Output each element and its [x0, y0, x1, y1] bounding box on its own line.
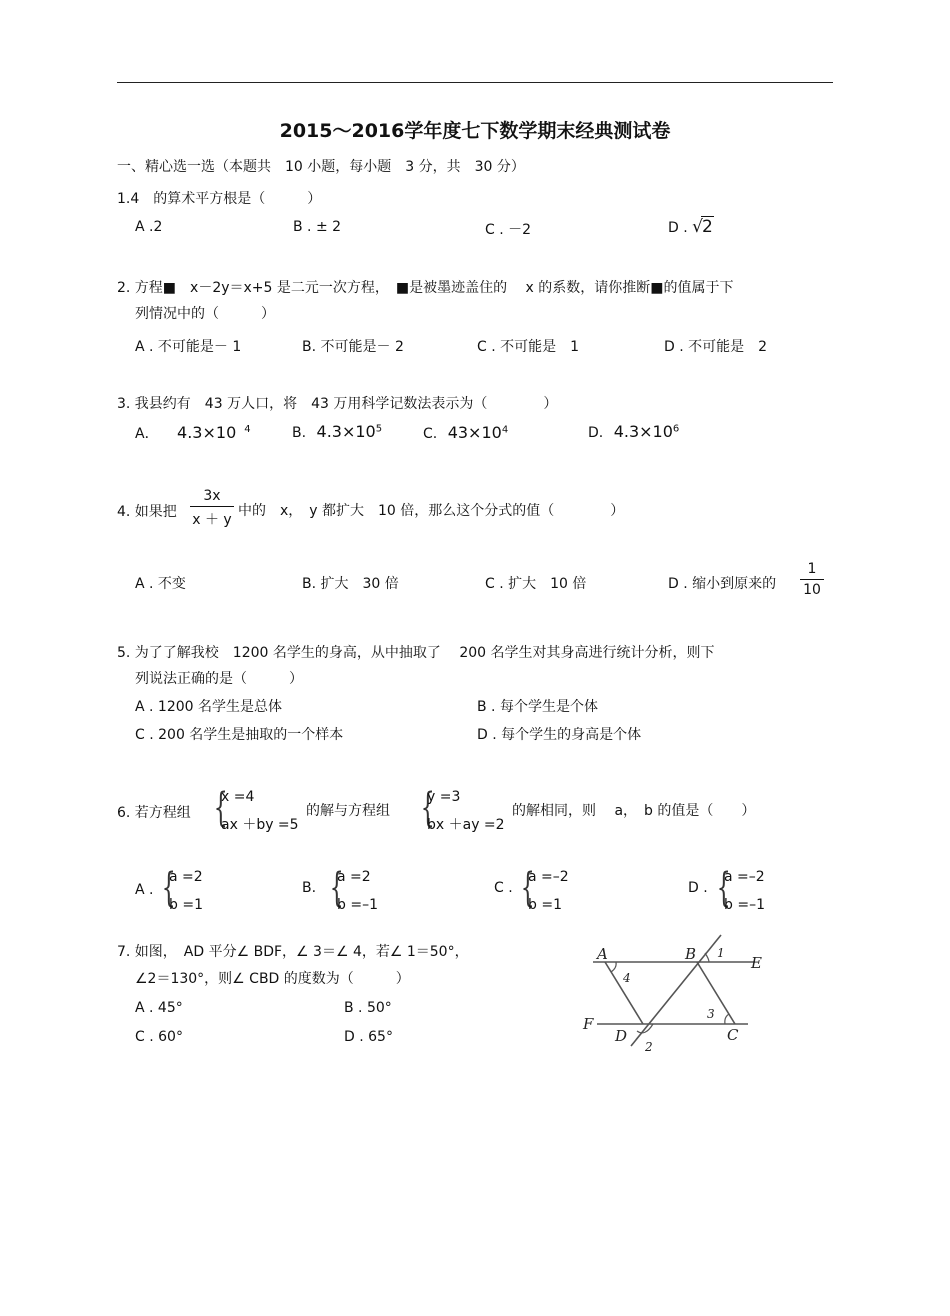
q3-option-c	[423, 423, 508, 442]
q1-option-b: B . ± 2	[293, 219, 342, 235]
q6-option-d-line1: a =–2	[724, 869, 765, 885]
q3-option-a-base: 4.3×10	[177, 423, 237, 442]
q3-option-b-base: 4.3×10	[316, 422, 376, 441]
q6-system-1-eq1: x =4	[221, 789, 255, 805]
label-c: C	[727, 1026, 739, 1044]
q5-stem-line1: 5. 为了了解我校 1200 名学生的身高，从中抽取了 200 名学生对其身高进行统计分析，则下	[117, 645, 715, 661]
q4-option-a: A . 不变	[135, 576, 186, 592]
q4-fraction-numerator: 3x	[203, 488, 221, 504]
q6-option-d-label: D .	[688, 880, 708, 896]
q1-option-d-label: D .	[668, 220, 688, 236]
q4-option-c: C . 扩大 10 倍	[485, 576, 587, 592]
q5-stem-line2: 列说法正确的是（ ）	[135, 671, 303, 687]
left-brace-icon: {	[329, 865, 344, 911]
q4-d-numerator: 1	[807, 561, 817, 577]
q4-fraction	[190, 488, 234, 529]
q3-option-d-base: 4.3×10	[613, 422, 673, 441]
q6-option-c	[528, 863, 569, 919]
q6-stem-prefix: 6. 若方程组	[117, 805, 191, 821]
q6-option-c-line2: b =1	[528, 897, 562, 913]
q6-option-d	[724, 863, 765, 919]
q2-stem-line1: 2. 方程■ x－2y＝x+5 是二元一次方程， ■是被墨迹盖住的 x 的系数，请你推断■的值属于下	[117, 280, 734, 296]
q7-stem-line1: 7. 如图， AD 平分∠ BDF，∠ 3＝∠ 4，若∠ 1＝50°，	[117, 944, 469, 960]
label-a: A	[597, 945, 608, 963]
q6-option-c-line1: a =–2	[528, 869, 569, 885]
q1-option-a: A .2	[135, 219, 163, 235]
q6-system-2-eq1: y =3	[427, 789, 461, 805]
left-brace-icon: {	[161, 865, 176, 911]
line-db	[631, 935, 721, 1046]
q3-option-b	[292, 422, 382, 441]
q5-option-d: D . 每个学生的身高是个体	[477, 727, 642, 743]
q3-option-a-label: A．	[135, 426, 159, 442]
left-brace-icon: {	[213, 785, 228, 831]
q6-system-1-eq2: ax ＋by =5	[221, 817, 299, 833]
page-title: 2015～2016学年度七下数学期末经典测试卷	[279, 120, 671, 142]
q5-option-a: A . 1200 名学生是总体	[135, 699, 283, 715]
q7-option-b: B . 50°	[344, 1000, 392, 1016]
q3-option-a-exp: 4	[244, 424, 251, 436]
q1-radicand: 2	[701, 217, 713, 237]
q7-geometry-figure	[575, 925, 775, 1060]
label-angle-2: 2	[645, 1040, 653, 1054]
left-brace-icon: {	[520, 865, 535, 911]
label-angle-1: 1	[717, 946, 725, 960]
angle-1-arc	[705, 953, 709, 962]
q1-option-d	[668, 216, 714, 237]
q6-option-b-line1: a =2	[337, 869, 371, 885]
q7-stem-line2: ∠2＝130°，则∠ CBD 的度数为（ ）	[135, 971, 410, 987]
q6-option-b-label: B.	[302, 880, 317, 896]
q7-option-c: C . 60°	[135, 1029, 183, 1045]
q3-option-b-label: B.	[292, 425, 307, 441]
q5-option-b: B . 每个学生是个体	[477, 699, 598, 715]
label-angle-3: 3	[707, 1007, 715, 1021]
q4-option-b: B. 扩大 30 倍	[302, 576, 399, 592]
q4-stem-suffix: 中的 x， y 都扩大 10 倍，那么这个分式的值（ ）	[238, 503, 625, 519]
q3-option-c-base: 43×10	[447, 423, 502, 442]
q3-option-d-label: D.	[588, 425, 604, 441]
q1-stem: 1.4 的算术平方根是（ ）	[117, 191, 322, 207]
q6-option-b-line2: b =–1	[337, 897, 378, 913]
q3-option-d-exp: 6	[672, 423, 680, 435]
angle-4-arc	[611, 962, 616, 972]
q6-option-a	[169, 863, 203, 919]
q2-option-c: C . 不可能是 1	[477, 339, 580, 355]
q7-option-a: A . 45°	[135, 1000, 183, 1016]
q5-option-c: C . 200 名学生是抽取的一个样本	[135, 727, 344, 743]
section-heading: 一、精心选一选（本题共 10 小题，每小题 3 分，共 30 分）	[117, 159, 525, 175]
q3-option-b-exp: 5	[375, 423, 383, 435]
q6-option-a-label: A .	[135, 882, 154, 898]
q6-stem-suffix: 的解相同，则 a， b 的值是（ ）	[512, 803, 756, 819]
q3-option-a	[135, 423, 251, 443]
sqrt-symbol: √2	[692, 217, 713, 237]
q4-d-denominator: 10	[803, 582, 821, 598]
q4-stem-prefix: 4. 如果把	[117, 504, 177, 520]
q3-stem: 3. 我县约有 43 万人口，将 43 万用科学记数法表示为（ ）	[117, 396, 558, 412]
q6-option-a-line1: a =2	[169, 869, 203, 885]
q1-option-c: C . －2	[485, 222, 532, 238]
q4-option-d: D . 缩小到原来的	[668, 576, 777, 592]
segment-bc	[697, 962, 735, 1024]
top-rule	[117, 82, 833, 83]
q6-option-a-line2: b =1	[169, 897, 203, 913]
q3-option-c-label: C.	[423, 426, 438, 442]
label-f: F	[583, 1015, 594, 1033]
q2-stem-line2: 列情况中的（ ）	[135, 306, 275, 322]
label-e: E	[751, 954, 762, 972]
q6-option-d-line2: b =–1	[724, 897, 765, 913]
left-brace-icon: {	[716, 865, 731, 911]
q2-option-b: B. 不可能是－ 2	[302, 339, 404, 355]
left-brace-icon: {	[420, 785, 435, 831]
q4-fraction-denominator: x ＋ y	[192, 512, 232, 528]
q7-option-d: D . 65°	[344, 1029, 393, 1045]
label-b: B	[685, 945, 697, 963]
q6-stem-mid: 的解与方程组	[306, 803, 390, 819]
label-angle-4: 4	[623, 971, 631, 985]
q6-system-2	[427, 783, 505, 839]
q3-option-d	[588, 422, 679, 441]
angle-3-arc	[725, 1014, 729, 1024]
q2-option-a: A . 不可能是－ 1	[135, 339, 242, 355]
q4-option-d-fraction	[800, 561, 824, 598]
q6-system-2-eq2: bx ＋ay =2	[427, 817, 505, 833]
q2-option-d: D . 不可能是 2	[664, 339, 768, 355]
q6-option-c-label: C .	[494, 880, 513, 896]
q3-option-c-exp: 4	[501, 424, 509, 436]
label-d: D	[615, 1027, 628, 1045]
q6-system-1	[221, 783, 299, 839]
q6-option-b	[337, 863, 378, 919]
